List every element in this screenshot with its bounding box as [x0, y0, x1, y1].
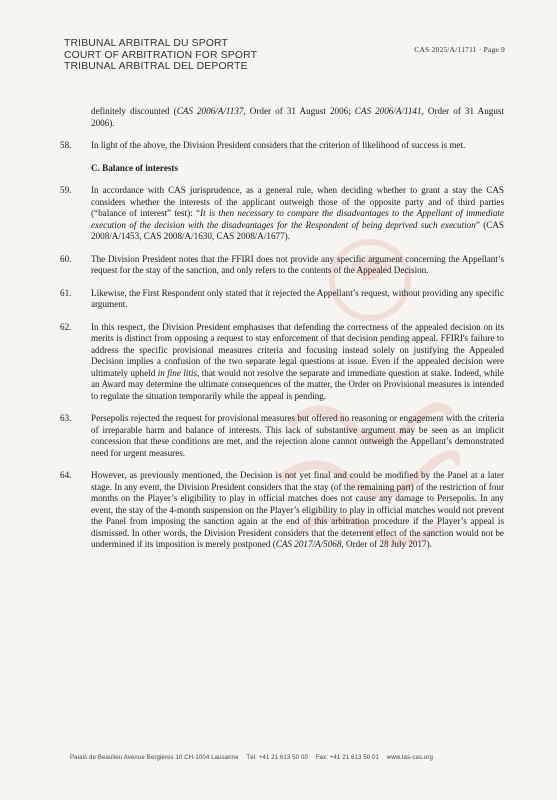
header-line-en: COURT OF ARBITRATION FOR SPORT: [64, 49, 258, 61]
paragraph-text: In light of the above, the Division President considers that the criterion of likelihood of success is met.: [91, 140, 466, 150]
paragraph-text: The Division President notes that the FFIRI does not provide any specific argument concerning the Appellant’s request for the stay of the sanction, and only refers to the contents of the Appealed Decision.: [91, 253, 504, 275]
paragraph-60: [60, 254, 504, 277]
page-footer: [70, 754, 439, 761]
paragraph-64: [60, 470, 504, 551]
footer-phone: Tél: +41 21 613 50 00: [246, 754, 308, 761]
paragraph-number: 61.: [60, 287, 72, 298]
paragraph-number: 62.: [60, 321, 72, 332]
footer-address: Palais de Beaulieu Avenue Bergières 10 CH-1004 Lausanne: [70, 754, 239, 761]
paragraph-number: 63.: [60, 413, 72, 423]
paragraph-text: In this respect, the Division President emphasises that defending the correctness of the appealed decision on its merits is distinct from opposing a request to stay enforcement of that decision pending appeal. FFIRI's failure to address the specific provisional measures criteria and focusing instead solely on justifying the Appealed Decision implies a confusion of the two separate legal questions at issue. Even if the appealed decision were ultimately upheld in fine litis, that would not resolve the separate and immediate question at stake. Indeed, while an Award may determine the ultimate consequences of the matter, the Order on Provisional measures is intended to regulate the situation temporarily while the appeal is pending.: [91, 321, 504, 401]
paragraph-58: [60, 140, 504, 152]
paragraph-number: 64.: [60, 470, 72, 480]
paragraph-number: 58.: [60, 140, 72, 150]
header-line-es: TRIBUNAL ARBITRAL DEL DEPORTE: [64, 61, 248, 72]
paragraph-text: Likewise, the First Respondent only stated that it rejected the Appellant’s request, without providing any specific argument.: [91, 287, 504, 309]
header-line-fr: TRIBUNAL ARBITRAL DU SPORT: [64, 38, 229, 49]
paragraph-text: Persepolis rejected the request for provisional measures but offered no reasoning or engagement with the criteria of irreparable harm and balance of interests. This lack of substantive argument may be seen as an implicit concession that these conditions are met, and the rejection alone cannot outweigh the Appellant’s demonstrated need for urgent measures.: [91, 413, 504, 458]
paragraph-text: However, as previously mentioned, the Decision is not yet final and could be modified by the Panel at a later stage. In any event, the Division President considers that the stay (of the remaining part) of the restriction of four months on the Player’s eligibility to play in official matches does not cause any damage to Persepolis. In any event, the stay of the 4-month suspension on the Player’s eligibility to play in official matches would not prevent the Panel from imposing the sanction again at the end of this arbitration procedure if the Player’s appeal is dismissed. In other words, the Division President considers that the deterrent effect of the sanction would not be undermined if its imposition is merely postponed (CAS 2017/A/5068, Order of 28 July 2017).: [91, 470, 504, 549]
paragraph-text: In accordance with CAS jurisprudence, as a general rule, when deciding whether to grant a stay the CAS considers whether the interests of the applicant outweigh those of the opposite party and of third parties (“balance of interest” test): “It is then necessary to compare the disadvantages to the Appellant of immediate execution of the decision with the disadvantages for the Respondent of being deprived such execution” (CAS 2008/A/1453, CAS 2008/A/1630, CAS 2008/A/1677).: [91, 185, 504, 241]
section-heading: C. Balance of interests: [91, 162, 179, 173]
paragraph-number: 59.: [60, 185, 72, 195]
paragraph-62: [60, 322, 504, 403]
document-body: [60, 106, 504, 562]
continued-paragraph: definitely discounted (CAS 2006/A/1137, Order of 31 August 2006; CAS 2006/A/1141, Order of 31 August 2006).: [91, 106, 504, 128]
tribunal-header: [64, 38, 257, 73]
footer-fax: Fax: +41 21 613 50 01: [315, 754, 379, 761]
footer-website: www.tas-cas.org: [386, 754, 433, 761]
paragraph-number: 60.: [60, 253, 72, 264]
paragraph-63: [60, 413, 504, 459]
paragraph-61: [60, 288, 504, 311]
page-reference: CAS 2025/A/11711 · Page 9: [414, 45, 505, 54]
paragraph-59: [60, 185, 504, 243]
